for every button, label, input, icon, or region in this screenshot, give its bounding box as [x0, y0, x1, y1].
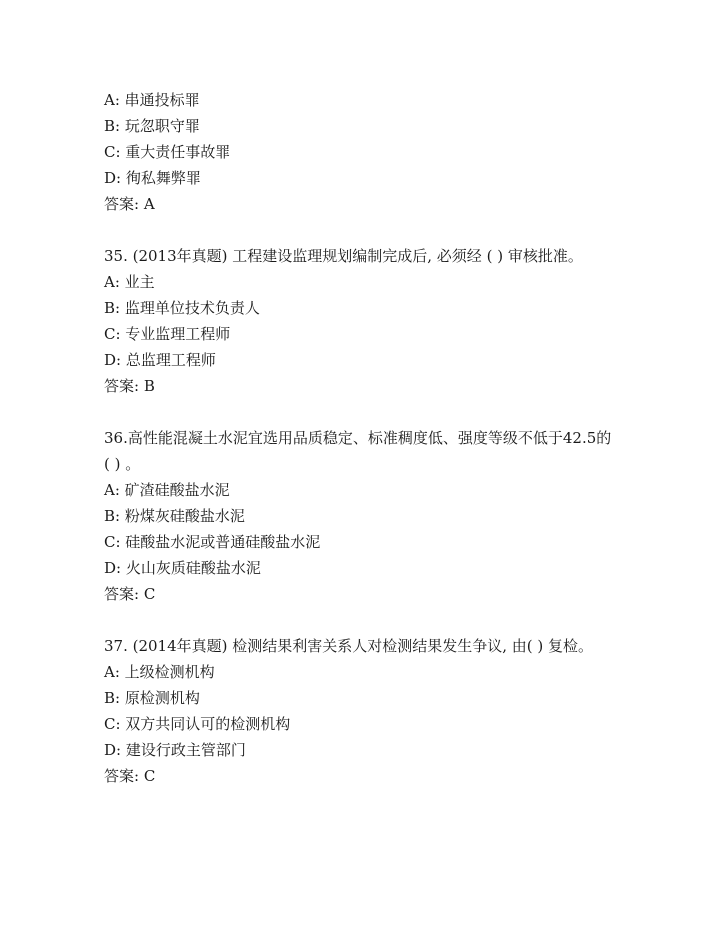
option-b: B: 原检测机构	[104, 689, 200, 707]
option-d: D: 总监理工程师	[104, 351, 216, 369]
option-c: C: 双方共同认可的检测机构	[104, 715, 291, 733]
option-a: A: 上级检测机构	[104, 663, 215, 681]
question-36	[104, 425, 612, 607]
option-d: D: 火山灰质硅酸盐水泥	[104, 559, 261, 577]
option-a: A: 业主	[104, 273, 155, 291]
answer: 答案: A	[104, 195, 155, 213]
option-c: C: 硅酸盐水泥或普通硅酸盐水泥	[104, 533, 321, 551]
answer: 答案: C	[104, 767, 156, 785]
option-d: D: 徇私舞弊罪	[104, 169, 201, 187]
question-stem: 37. (2014年真题) 检测结果利害关系人对检测结果发生争议, 由( ) 复检。	[104, 637, 594, 655]
question-35	[104, 243, 612, 399]
option-b: B: 玩忽职守罪	[104, 117, 200, 135]
option-a: A: 矿渣硅酸盐水泥	[104, 481, 230, 499]
question-34	[104, 87, 612, 217]
option-b: B: 粉煤灰硅酸盐水泥	[104, 507, 245, 525]
option-d: D: 建设行政主管部门	[104, 741, 246, 759]
answer: 答案: C	[104, 585, 156, 603]
answer: 答案: B	[104, 377, 155, 395]
option-a: A: 串通投标罪	[104, 91, 200, 109]
option-c: C: 专业监理工程师	[104, 325, 231, 343]
question-37	[104, 633, 612, 789]
question-stem: 36.高性能混凝土水泥宜选用品质稳定、标准稠度低、强度等级不低于42.5的 ( ) 。	[104, 429, 612, 473]
option-b: B: 监理单位技术负责人	[104, 299, 260, 317]
option-c: C: 重大责任事故罪	[104, 143, 231, 161]
question-stem: 35. (2013年真题) 工程建设监理规划编制完成后, 必须经 ( ) 审核批准。	[104, 247, 583, 265]
